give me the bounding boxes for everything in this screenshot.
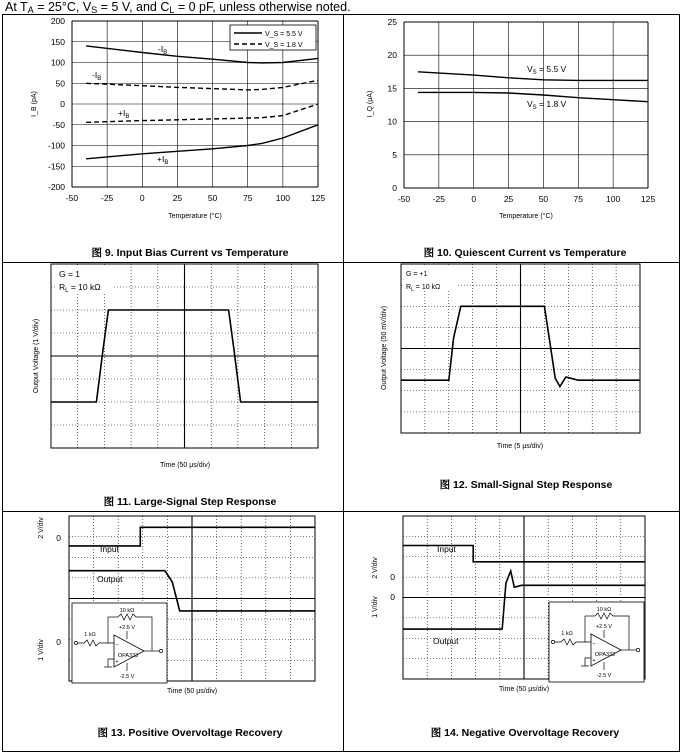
fig11-note-gain: G = 1 [59, 269, 81, 279]
fig10-ylabel: I_Q (μA) [367, 90, 374, 118]
fig9-caption: 图 9. Input Bias Current vs Temperature [91, 247, 289, 259]
fig13-inset [72, 603, 167, 683]
fig12-note-gain: G = +1 [406, 271, 428, 278]
fig14-inset [549, 602, 644, 682]
fig10-ytick-4: 5 [392, 149, 397, 160]
fig13-zero-0: 0 [56, 533, 61, 543]
fig9-label-1: $-I_B$ [92, 70, 102, 82]
fig9-legend-text-0: V_S = 5.5 V [265, 31, 303, 38]
fig14-output-label: Output [433, 636, 459, 646]
fig9-ytick-7: -150 [47, 161, 65, 172]
fig10-ytick-3: 10 [387, 116, 397, 127]
fig9-ytick-6: -100 [47, 140, 65, 151]
fig10-xtick-4: 50 [538, 194, 549, 204]
fig9-ytick-5: -50 [52, 119, 65, 130]
fig14-inset-rin-label: 1 kΩ [561, 631, 573, 637]
header-suffix: = 0 pF, unless otherwise noted. [174, 0, 351, 14]
fig10-xtick-1: -25 [432, 194, 446, 204]
fig11-ylabel: Output Voltage (1 V/div) [33, 318, 40, 394]
fig13-inset-in-node [74, 641, 77, 644]
fig14-inset-out-node [636, 648, 639, 651]
fig10-ytick-5: 0 [392, 183, 397, 193]
fig9-xtick-0: -50 [65, 193, 79, 203]
fig14-inset-vneg: -2.5 V [596, 673, 612, 679]
fig9-label-3: $+I_B$ [157, 154, 169, 166]
fig14-caption: 图 14. Negative Overvoltage Recovery [430, 727, 620, 739]
fig12-xlabel: Time (5 μs/div) [496, 443, 544, 450]
fig10-label-1: $V_S = 1.8$ V [527, 99, 567, 111]
fig12-ylabel: Output Voltage (50 mV/div) [381, 305, 388, 391]
header-mid1: = 25°C, V [33, 0, 92, 14]
fig13-zero-1: 0 [56, 637, 61, 647]
fig13-inset-out-node [159, 649, 162, 652]
fig10-xtick-5: 75 [573, 194, 584, 204]
fig9-xtick-4: 50 [207, 193, 218, 203]
fig11-note-rl: $R_L = 10$ kΩ [59, 282, 101, 294]
fig13-inset-part: OPA333 [117, 653, 139, 659]
fig10-ytick-1: 20 [387, 50, 397, 61]
header-prefix: At T [5, 0, 28, 14]
fig9-label-2: $+I_B$ [118, 108, 130, 120]
fig9-series-1 [86, 80, 318, 90]
fig13-input-label: Input [100, 544, 119, 554]
fig12-caption: 图 12. Small-Signal Step Response [439, 479, 613, 491]
fig10-series-1 [418, 92, 648, 101]
fig14-ylabel-1: 1 V/div [372, 596, 379, 618]
fig10-label-0: $V_S = 5.5$ V [527, 64, 567, 76]
fig9-xtick-3: 25 [172, 193, 183, 203]
fig9-ytick-4: 0 [60, 99, 65, 109]
fig11-xlabel: Time (50 μs/div) [159, 462, 211, 469]
fig13-inset-rin-label: 1 kΩ [84, 632, 96, 638]
fig14-inset-minus: − [592, 641, 596, 647]
fig10-ytick-2: 15 [387, 83, 397, 94]
fig9-ytick-2: 100 [50, 57, 65, 68]
header-cl-sub: L [169, 5, 175, 15]
fig13-ylabel-2: 2 V/div [38, 517, 45, 539]
fig9-xtick-7: 125 [310, 193, 326, 203]
fig10-xtick-6: 100 [606, 194, 621, 204]
fig14-inset-part: OPA333 [594, 652, 616, 658]
fig10-xtick-3: 25 [503, 194, 514, 204]
fig9-ytick-0: 200 [50, 16, 65, 26]
fig13-output-label: Output [97, 574, 123, 584]
fig12-note-rl: $R_L = 10$ kΩ [406, 284, 441, 293]
fig14-zero-1: 0 [390, 592, 395, 602]
fig13-caption: 图 13. Positive Overvoltage Recovery [97, 727, 283, 739]
fig14-ylabel-2: 2 V/div [372, 557, 379, 579]
fig9-series-3 [86, 125, 318, 159]
fig10-xtick-2: 0 [471, 194, 477, 204]
fig13-inset-vneg: -2.5 V [119, 674, 135, 680]
fig9-xtick-2: 0 [139, 193, 145, 203]
fig14-inset-plus: + [592, 658, 596, 664]
header-mid2: = 5 V, and C [97, 0, 170, 14]
fig10-xtick-0: -50 [397, 194, 411, 204]
fig13-inset-rf-label: 10 kΩ [119, 608, 135, 614]
fig9-xtick-6: 100 [275, 193, 290, 203]
fig10-xlabel: Temperature (°C) [499, 213, 553, 220]
fig11-caption: 图 11. Large-Signal Step Response [103, 496, 277, 508]
fig9-legend-text-1: V_S = 1.8 V [265, 42, 303, 49]
fig10-caption: 图 10. Quiescent Current vs Temperature [423, 247, 627, 259]
fig13-inset-plus: + [115, 659, 119, 665]
header-vs-sub: S [91, 5, 98, 15]
fig9-xlabel: Temperature (°C) [168, 213, 222, 220]
fig13-xlabel: Time (50 μs/div) [166, 688, 218, 695]
fig9-xtick-1: -25 [100, 193, 114, 203]
fig14-inset-rf-label: 10 kΩ [596, 607, 612, 613]
fig9-ylabel: I_B (pA) [31, 91, 38, 117]
fig13-ylabel-1: 1 V/div [38, 639, 45, 661]
fig14-inset-in-node [551, 640, 554, 643]
fig13-inset-vpos: +2.5 V [118, 625, 136, 631]
fig9-label-0: $-I_B$ [158, 44, 168, 56]
fig14-zero-0: 0 [390, 572, 395, 582]
fig14-inset-vpos: +2.5 V [595, 624, 613, 630]
fig10-ytick-0: 25 [387, 17, 397, 27]
fig14-input-label: Input [437, 544, 456, 554]
fig10-xtick-7: 125 [640, 194, 656, 204]
fig9-ytick-3: 50 [55, 78, 65, 89]
fig9-ytick-8: -200 [47, 182, 65, 192]
fig13-inset-minus: − [115, 642, 119, 648]
header-ta-sub: A [27, 5, 34, 15]
fig14-xlabel: Time (50 μs/div) [498, 686, 550, 693]
fig9-ytick-1: 150 [50, 36, 65, 47]
fig9-xtick-5: 75 [242, 193, 253, 203]
